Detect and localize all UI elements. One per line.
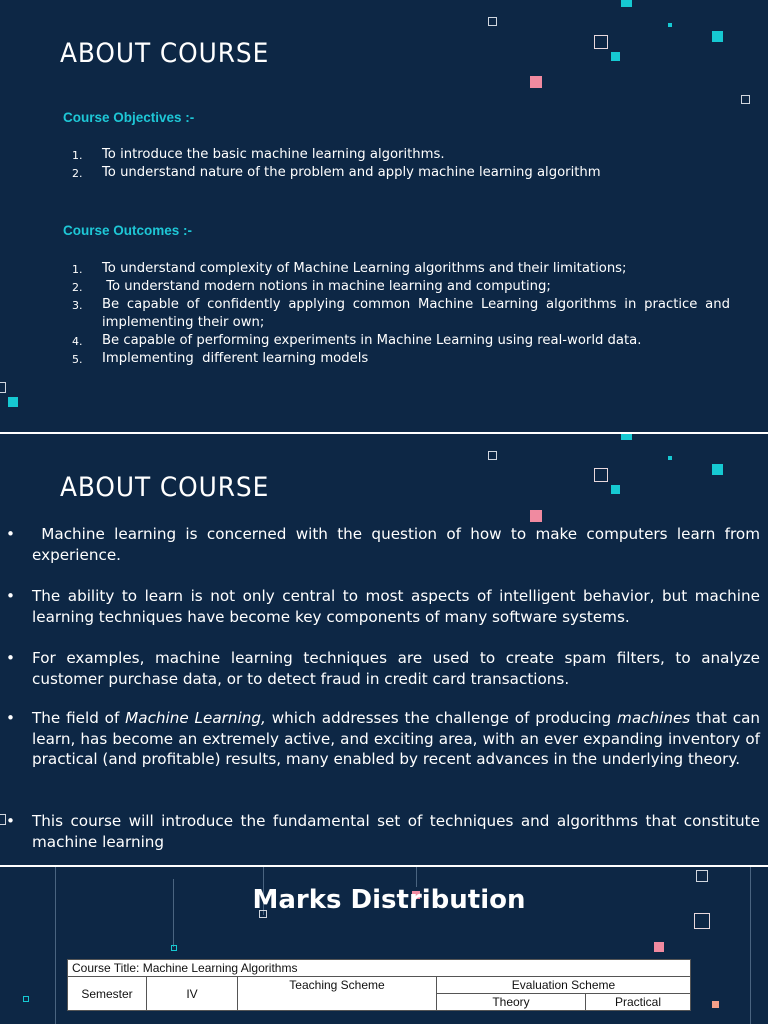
bullet-text-part: This course will introduce the fundamental set of techniques and algorithms that constitute machine learning bbox=[32, 812, 765, 851]
pink-square-decoration bbox=[712, 1001, 719, 1008]
semester-label-cell: Semester bbox=[68, 977, 147, 1011]
objectives-list bbox=[72, 146, 732, 182]
list-item-number: 1. bbox=[72, 263, 83, 276]
bullet-text-part: that can learn, has become an extremely active, and exciting area, with an ever expanding inventory of practical (and profitable) results, many enabled by recent advances in the underlying theory. bbox=[32, 709, 770, 768]
list-item-text: To understand complexity of Machine Learning algorithms and their limitations; bbox=[102, 261, 627, 276]
teal-dot-decoration bbox=[668, 456, 672, 460]
outline-square-decoration bbox=[23, 996, 29, 1002]
list-item-text: Be capable of confidently applying common Machine Learning algorithms in practice and implementing their own; bbox=[102, 297, 735, 330]
teal-square-decoration bbox=[712, 31, 723, 42]
list-item-number: 3. bbox=[72, 299, 83, 312]
slide-title: ABOUT COURSE bbox=[60, 38, 270, 69]
list-item-number: 2. bbox=[72, 281, 83, 294]
bullet-text-part: For examples, machine learning techniques are used to create spam filters, to analyze customer purchase data, or to detect fraud in credit card transactions. bbox=[32, 649, 765, 688]
teal-square-decoration bbox=[621, 0, 632, 7]
bullet-item bbox=[0, 708, 770, 770]
slide-title: Marks Distribution bbox=[252, 885, 526, 915]
bullet-marker: • bbox=[6, 525, 15, 543]
outline-square-decoration bbox=[171, 945, 177, 951]
list-item-number: 4. bbox=[72, 335, 83, 348]
teal-square-decoration bbox=[611, 485, 620, 494]
list-item-text: Implementing different learning models bbox=[102, 351, 369, 366]
outline-square-decoration bbox=[741, 95, 750, 104]
list-item bbox=[72, 146, 732, 164]
outline-square-decoration bbox=[594, 468, 608, 482]
outline-square-decoration bbox=[696, 870, 708, 882]
bullet-text-part: which addresses the challenge of producing bbox=[265, 709, 618, 727]
bullet-text bbox=[32, 708, 770, 770]
outline-square-decoration bbox=[0, 382, 6, 393]
slide-marks-distribution bbox=[0, 867, 768, 1024]
list-item-number: 2. bbox=[72, 167, 83, 180]
list-item bbox=[72, 350, 730, 368]
outcomes-list bbox=[72, 260, 735, 368]
bullet-item bbox=[0, 648, 765, 689]
bullet-text bbox=[32, 586, 765, 627]
bullet-text-part: The field of bbox=[32, 709, 126, 727]
bullet-text-part: Machine Learning, bbox=[125, 709, 266, 727]
bullet-text bbox=[32, 811, 765, 852]
bullet-text-part: The ability to learn is not only central to most aspects of intelligent behavior, but machine learning techniques have become key components of many software systems. bbox=[32, 587, 765, 626]
teal-square-decoration bbox=[621, 434, 632, 440]
bullet-text-part: Machine learning is concerned with the question of how to make computers learn from experience. bbox=[32, 525, 765, 564]
pink-square-decoration bbox=[530, 76, 542, 88]
bullet-item bbox=[0, 586, 765, 627]
teal-square-decoration bbox=[611, 52, 620, 61]
list-item bbox=[72, 164, 732, 182]
list-item bbox=[72, 278, 730, 296]
outline-square-decoration bbox=[488, 451, 497, 460]
bullet-item bbox=[0, 524, 765, 565]
teal-square-decoration bbox=[8, 397, 18, 407]
outcomes-heading: Course Outcomes :- bbox=[63, 223, 193, 238]
teal-dot-decoration bbox=[668, 23, 672, 27]
theory-cell: Theory bbox=[437, 994, 586, 1011]
bullet-marker: • bbox=[6, 709, 15, 727]
bullet-text bbox=[32, 524, 765, 565]
bullet-text bbox=[32, 648, 765, 689]
pink-square-decoration bbox=[530, 510, 542, 522]
list-item bbox=[72, 332, 730, 350]
list-item bbox=[72, 260, 730, 278]
outline-square-decoration bbox=[694, 913, 710, 929]
objectives-heading: Course Objectives :- bbox=[63, 110, 195, 125]
bullet-item bbox=[0, 811, 765, 852]
bullet-marker: • bbox=[6, 812, 15, 830]
slide-about-course-1 bbox=[0, 0, 768, 432]
list-item-number: 1. bbox=[72, 149, 83, 162]
list-item-text: To understand nature of the problem and apply machine learning algorithm bbox=[102, 165, 601, 180]
outline-square-decoration bbox=[488, 17, 497, 26]
list-item-text: To introduce the basic machine learning algorithms. bbox=[102, 147, 445, 162]
list-item bbox=[72, 296, 735, 332]
list-item-text: To understand modern notions in machine learning and computing; bbox=[102, 279, 551, 294]
practical-cell: Practical bbox=[586, 994, 691, 1011]
course-title-cell: Course Title: Machine Learning Algorithms bbox=[68, 960, 691, 977]
outline-square-decoration bbox=[594, 35, 608, 49]
list-item-number: 5. bbox=[72, 353, 83, 366]
teal-square-decoration bbox=[712, 464, 723, 475]
slide-about-course-2 bbox=[0, 434, 768, 865]
marks-table bbox=[67, 959, 691, 1011]
semester-value-cell: IV bbox=[147, 977, 238, 1011]
bullet-text-part: machines bbox=[617, 709, 691, 727]
slide-title: ABOUT COURSE bbox=[60, 472, 270, 503]
bullet-marker: • bbox=[6, 587, 15, 605]
bullet-marker: • bbox=[6, 649, 15, 667]
evaluation-scheme-cell: Evaluation Scheme bbox=[437, 977, 691, 994]
pink-square-decoration bbox=[654, 942, 664, 952]
teaching-scheme-cell: Teaching Scheme bbox=[238, 977, 437, 1011]
decorative-line bbox=[416, 867, 417, 887]
list-item-text: Be capable of performing experiments in Machine Learning using real-world data. bbox=[102, 333, 642, 348]
